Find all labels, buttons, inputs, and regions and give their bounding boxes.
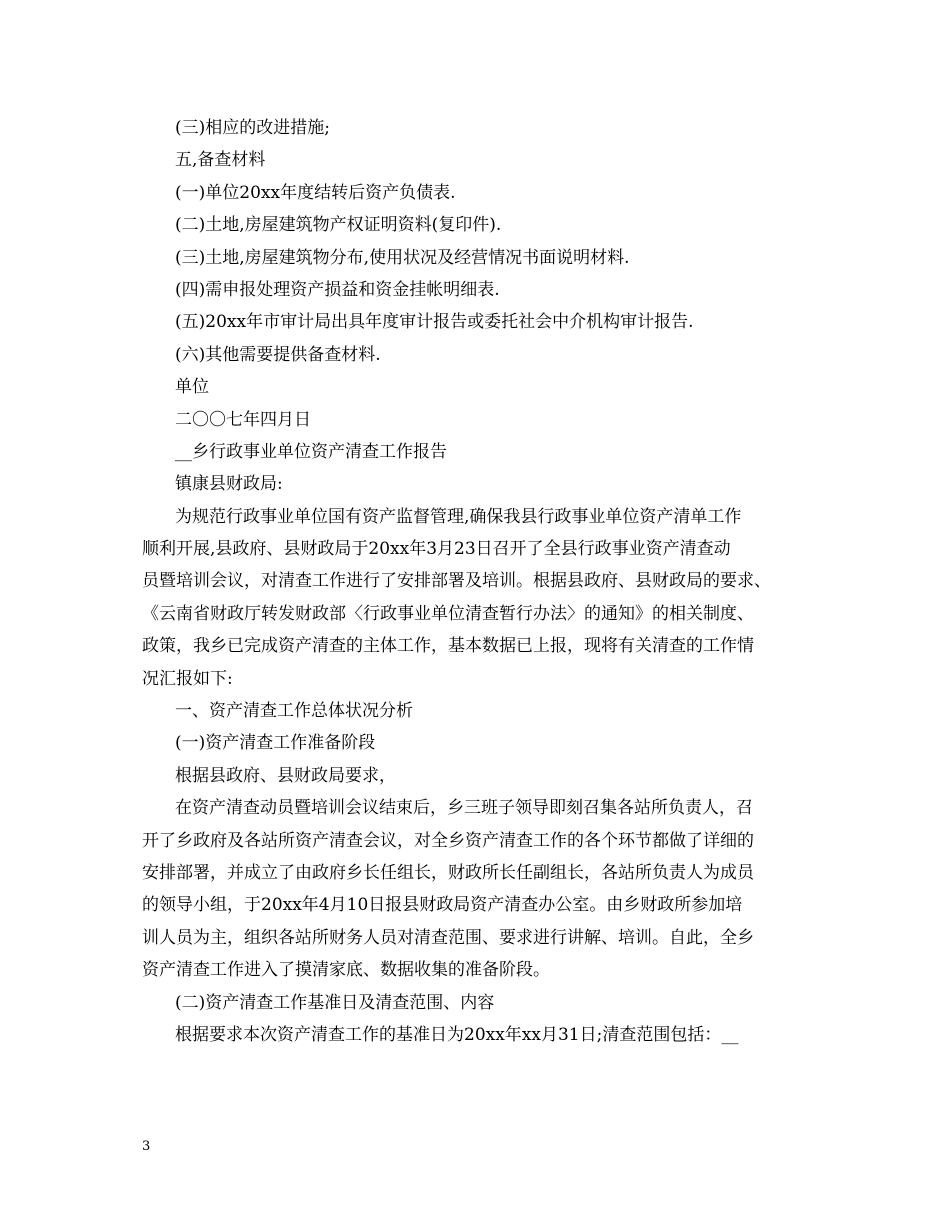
- text-line: (四)需申报处理资产损益和资金挂帐明细表.: [175, 279, 500, 300]
- text-line: 安排部署，并成立了由政府乡长任组长，财政所长任副组长，各站所负责人为成员: [142, 862, 754, 883]
- text-line: 根据县政府、县财政局要求，: [175, 765, 396, 786]
- text-line: 五,备查材料: [175, 150, 266, 171]
- text-line: (二)资产清查工作基准日及清查范围、内容: [175, 992, 495, 1013]
- text-line: 政策，我乡已完成资产清查的主体工作，基本数据已上报，现将有关清查的工作情: [142, 636, 754, 657]
- text-line: 在资产清查动员暨培训会议结束后，乡三班子领导即刻召集各站所负责人，召: [175, 798, 753, 819]
- text-line: 根据要求本次资产清查工作的基准日为20xx年xx月31日;清查范围包括：__: [175, 1024, 739, 1045]
- text-line: __乡行政事业单位资产清查工作报告: [175, 441, 447, 462]
- text-line: 单位: [175, 377, 209, 398]
- text-line: (五)20xx年市审计局出具年度审计报告或委托社会中介机构审计报告.: [175, 312, 694, 333]
- text-line: 镇康县财政局:: [175, 474, 283, 495]
- text-line: 况汇报如下:: [142, 668, 233, 689]
- text-line: 《云南省财政厅转发财政部〈行政事业单位清查暂行办法〉的通知》的相关制度、: [142, 603, 754, 624]
- text-line: 开了乡政府及各站所资产清查会议，对全乡资产清查工作的各个环节都做了详细的: [142, 830, 754, 851]
- text-line: (六)其他需要提供备查材料.: [175, 344, 381, 365]
- text-line: (三)土地,房屋建筑物分布,使用状况及经营情况书面说明材料.: [175, 247, 630, 268]
- text-line: (三)相应的改进措施;: [175, 118, 330, 138]
- text-line: 为规范行政事业单位国有资产监督管理,确保我县行政事业单位资产清单工作: [175, 506, 742, 527]
- page-number: 3: [142, 1139, 151, 1154]
- text-line: (一)资产清查工作准备阶段: [175, 733, 376, 754]
- text-line: 的领导小组，于20xx年4月10日报县财政局资产清查办公室。由乡财政所参加培: [142, 895, 743, 916]
- text-line: 一、资产清查工作总体状况分析: [175, 701, 413, 722]
- text-line: (二)土地,房屋建筑物产权证明资料(复印件).: [175, 215, 502, 236]
- text-line: 顺利开展,县政府、县财政局于20xx年3月23日召开了全县行政事业资产清查动: [142, 539, 731, 560]
- text-line: 资产清查工作进入了摸清家底、数据收集的准备阶段。: [142, 960, 550, 981]
- document-body: [142, 112, 814, 1051]
- text-line: 二〇〇七年四月日: [175, 409, 311, 430]
- text-line: (一)单位20xx年度结转后资产负债表.: [175, 182, 456, 203]
- text-line: 训人员为主，组织各站所财务人员对清查范围、要求进行讲解、培训。自此，全乡: [142, 927, 754, 948]
- text-line: 员暨培训会议，对清查工作进行了安排部署及培训。根据县政府、县财政局的要求、: [142, 571, 771, 592]
